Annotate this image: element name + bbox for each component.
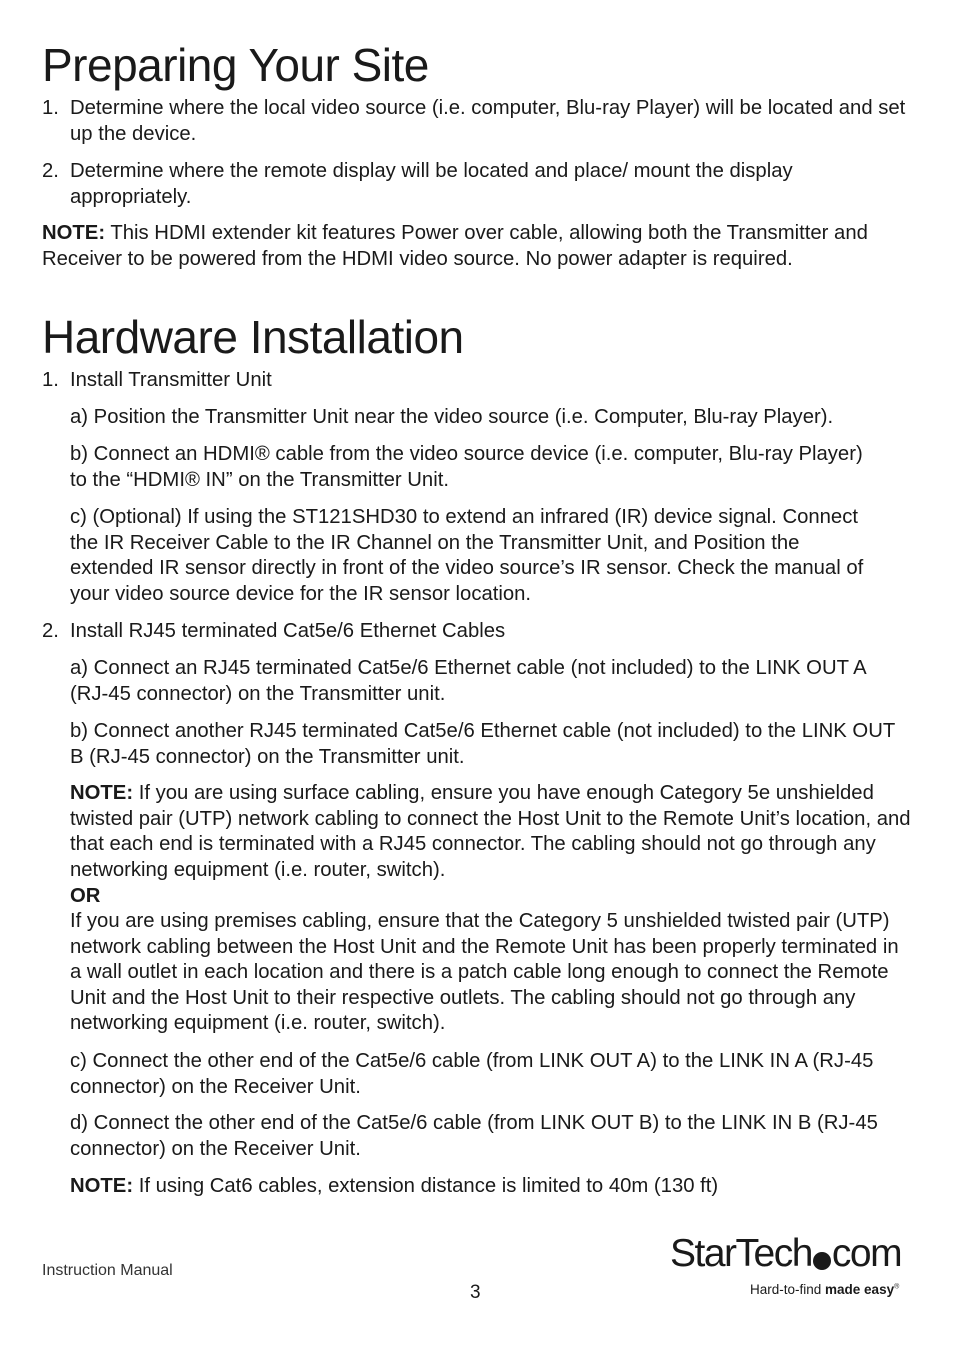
step-text: Determine where the remote display will be located and place/ mount the display appropriately.	[70, 160, 793, 208]
install-step-2c: c) Connect the other end of the Cat5e/6 cable (from LINK OUT A) to the LINK IN A (RJ-45 connector) on the Receiver Unit.	[70, 1050, 874, 1098]
step-text: Install RJ45 terminated Cat5e/6 Ethernet Cables	[70, 620, 506, 642]
install-step-2d: d) Connect the other end of the Cat5e/6 cable (from LINK OUT B) to the LINK IN B (RJ-45 connector) on the Receiver Unit.	[70, 1112, 878, 1160]
section-title-hardware-installation: Hardware Installation	[42, 311, 464, 363]
install-note-cat6	[70, 1174, 915, 1200]
step-number: 1.	[42, 97, 59, 119]
section-title-preparing-site: Preparing Your Site	[42, 39, 429, 91]
step-number: 1.	[42, 369, 59, 391]
logo-tagline: Hard-to-find made easy®	[750, 1282, 900, 1297]
footer-doc-type: Instruction Manual	[42, 1262, 173, 1279]
install-step-1a: a) Position the Transmitter Unit near the video source (i.e. Computer, Blu-ray Player).	[70, 406, 834, 428]
or-label: OR	[70, 885, 101, 907]
page-number: 3	[470, 1282, 481, 1303]
step-text: Determine where the local video source (i.e. computer, Blu-ray Player) will be located and set up the device.	[70, 97, 906, 145]
prep-note	[42, 221, 912, 272]
note-label: NOTE:	[70, 782, 134, 804]
step-number: 2.	[42, 160, 59, 182]
install-step-2b: b) Connect another RJ45 terminated Cat5e/6 Ethernet cable (not included) to the LINK OUT B (RJ-45 connector) on the Transmitter unit.	[70, 720, 895, 768]
step-text: Install Transmitter Unit	[70, 369, 272, 391]
note-text: If you are using surface cabling, ensure you have enough Category 5e unshielded twisted pair (UTP) network cabling to connect the Host Unit to the Remote Unit’s location, and that each end is terminated with a RJ45 connector. The cabling should not go through any networking equipment (i.e. router, switch).	[70, 782, 911, 881]
install-note-surface-cabling	[70, 781, 915, 883]
logo-dot-icon	[813, 1252, 831, 1270]
note-label: NOTE:	[70, 1175, 134, 1197]
install-step-1b: b) Connect an HDMI® cable from the video source device (i.e. computer, Blu-ray Player) to the “HDMI® IN” on the Transmitter Unit.	[70, 443, 863, 491]
install-note-premises-cabling: If you are using premises cabling, ensure that the Category 5 unshielded twisted pair (UTP) network cabling between the Host Unit and the Remote Unit has been properly terminated in a wall outlet in each location and there is a patch cable long enough to connect the Remote Unit and the Host Unit to their respective outlets. The cabling should not go through any networking equipment (i.e. router, switch).	[70, 910, 899, 1035]
note-label: NOTE:	[42, 222, 106, 244]
logo-wordmark: StarTech com	[670, 1232, 902, 1275]
install-step-2a: a) Connect an RJ45 terminated Cat5e/6 Ethernet cable (not included) to the LINK OUT A (RJ-45 connector) on the Transmitter unit.	[70, 657, 866, 705]
install-step-1c: c) (Optional) If using the ST121SHD30 to extend an infrared (IR) device signal. Connect the IR Receiver Cable to the IR Channel on the Transmitter Unit, and Position the extended IR sensor directly in front of the video source’s IR sensor. Check the manual of your video source device for the IR sensor location.	[70, 506, 864, 605]
note-text: If using Cat6 cables, extension distance is limited to 40m (130 ft)	[133, 1175, 719, 1197]
note-text: This HDMI extender kit features Power over cable, allowing both the Transmitter and Receiver to be powered from the HDMI video source. No power adapter is required.	[42, 222, 868, 270]
startech-logo	[670, 1232, 910, 1302]
step-number: 2.	[42, 620, 59, 642]
